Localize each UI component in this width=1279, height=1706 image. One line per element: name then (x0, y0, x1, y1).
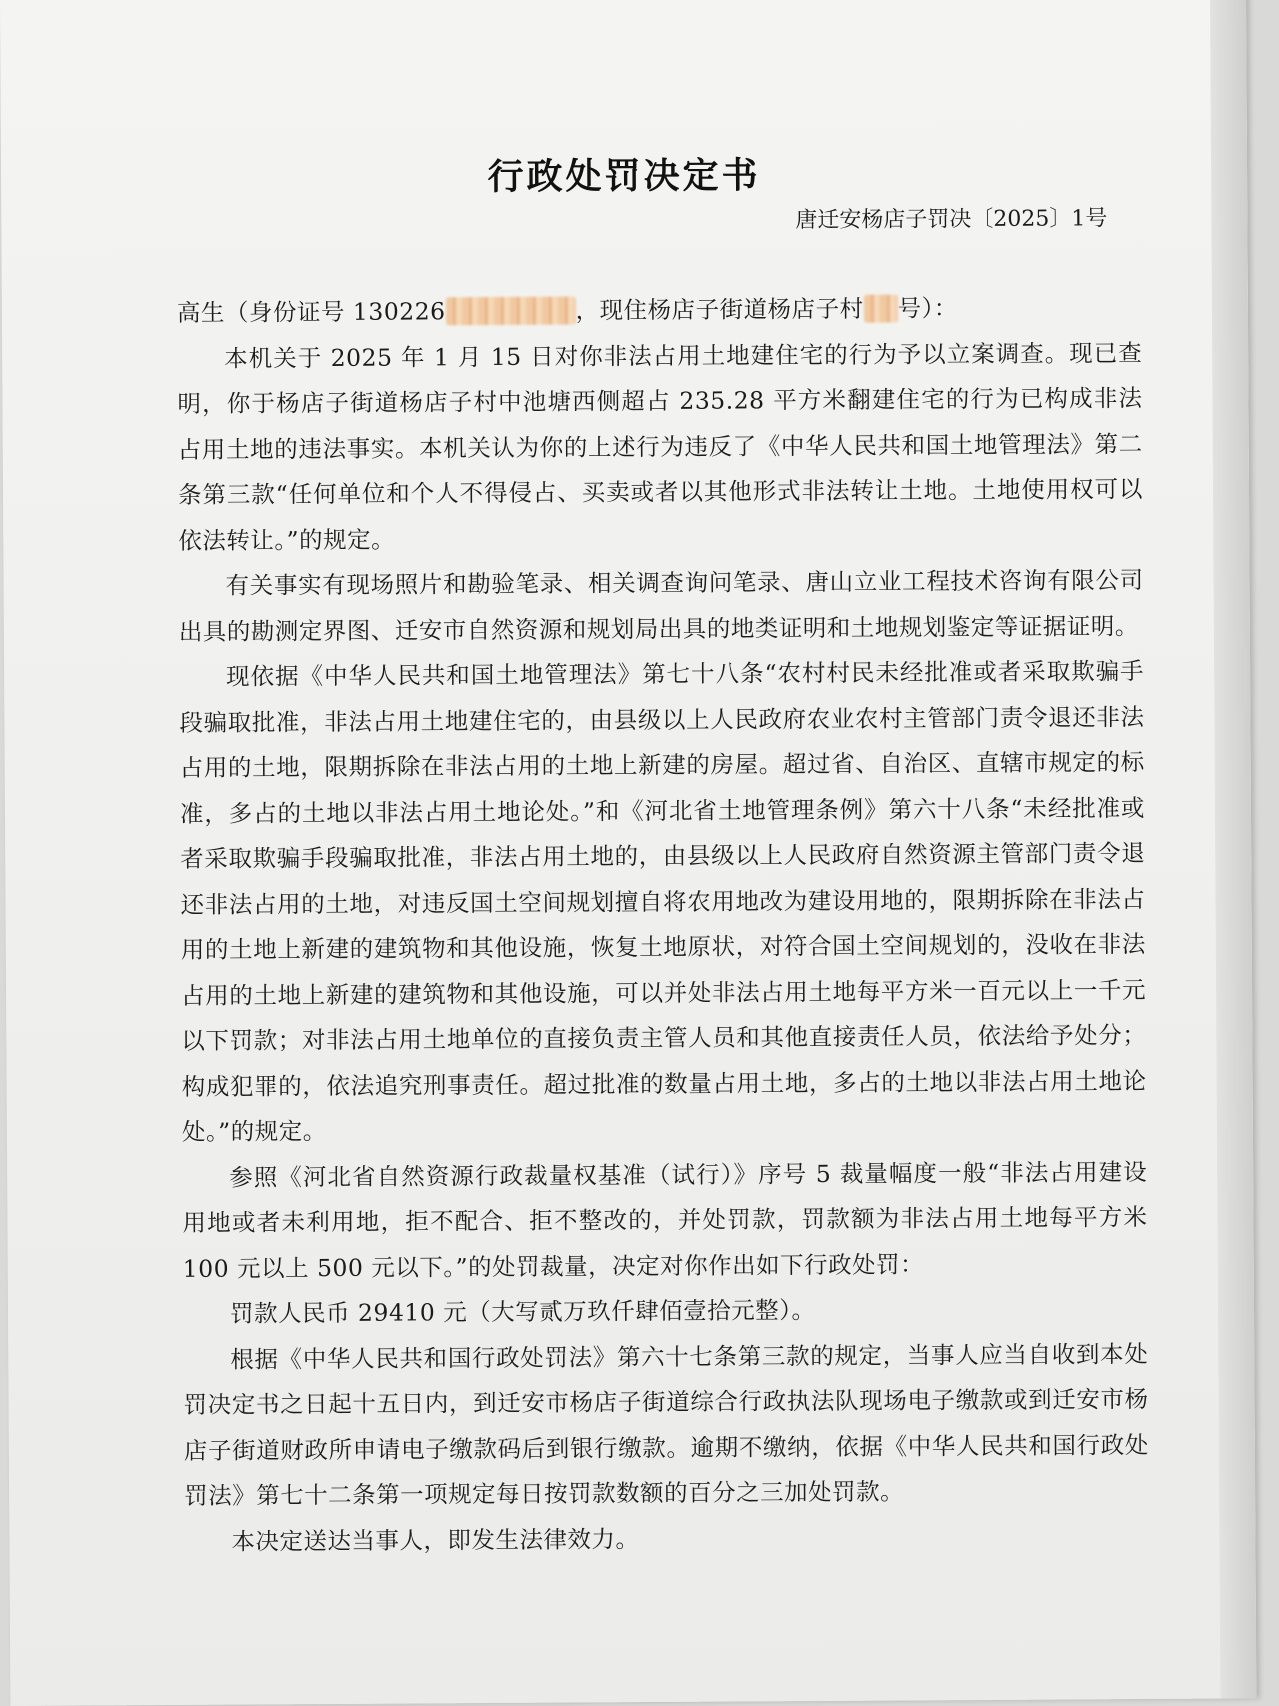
party-name-id: 高生（身份证号 130226 (176, 297, 446, 327)
paragraph-effect: 本决定送达当事人，即发生法律效力。 (231, 1524, 640, 1556)
paragraph-discretion: 参照《河北省自然资源行政裁量权基准（试行）》序号 5 裁量幅度一般“非法占用建设用地或者未利用地，拒不配合、拒不整改的，并处罚款，罚款额为非法占用土地每平方米 100 元以上 500 元以下。”的处罚裁量，决定对你作出如下行政处罚： (182, 1157, 1148, 1283)
party-address-suffix: 号）： (897, 294, 958, 323)
paragraph-investigation: 本机关于 2025 年 1 月 15 日对你非法占用土地建住宅的行为予以立案调查。现已查明，你于杨店子街道杨店子村中池塘西侧超占 235.28 平方米翻建住宅的行为已构成非法占用土地的违法事实。本机关认为你的上述行为违反了《中华人民共和国土地管理法》第二条第三款“任何单位和个人不得侵占、买卖或者以其他形式非法转让土地。土地使用权可以依法转让。”的规定。 (177, 338, 1144, 555)
redacted-id-mosaic (446, 296, 576, 325)
paragraph-fine-amount: 罚款人民币 29410 元（大写贰万玖仟肆佰壹拾元整）。 (229, 1296, 816, 1328)
document-title: 行政处罚决定书 (487, 155, 761, 199)
document-number: 唐迁安杨店子罚决〔2025〕1号 (795, 206, 1108, 234)
party-address: ，现住杨店子街道杨店子村 (575, 294, 864, 325)
document-body (177, 285, 1150, 1565)
paragraph-payment: 根据《中华人民共和国行政处罚法》第六十七条第三款的规定，当事人应当自收到本处罚决定书之日起十五日内，到迁安市杨店子街道综合行政执法队现场电子缴款或到迁安市杨店子街道财政所申请电子缴款码后到银行缴款。逾期不缴纳，依据《中华人民共和国行政处罚法》第七十二条第一项规定每日按罚款数额的百分之三加处罚款。 (183, 1339, 1149, 1510)
paragraph-legal-basis: 现依据《中华人民共和国土地管理法》第七十八条“农村村民未经批准或者采取欺骗手段骗取批准，非法占用土地建住宅的，由县级以上人民政府农业农村主管部门责令退还非法占用的土地，限期拆除在非法占用的土地上新建的房屋。超过省、自治区、直辖市规定的标准，多占的土地以非法占用土地论处。”和《河北省土地管理条例》第六十八条“未经批准或者采取欺骗手段骗取批准，非法占用土地的，由县级以上人民政府自然资源主管部门责令退还非法占用的土地，对违反国土空间规划擅自将农用地改为建设用地的，限期拆除在非法占用的土地上新建的建筑物和其他设施，恢复土地原状，对符合国土空间规划的，没收在非法占用的土地上新建的建筑物和其他设施，可以并处非法占用土地每平方米一百元以上一千元以下罚款；对非法占用土地单位的直接负责主管人员和其他直接责任人员，依法给予处分；构成犯罪的，依法追究刑事责任。超过批准的数量占用土地，多占的土地以非法占用土地论处。”的规定。 (179, 657, 1147, 1146)
paragraph-evidence: 有关事实有现场照片和勘验笔录、相关调查询问笔录、唐山立业工程技术咨询有限公司出具的勘测定界图、迁安市自然资源和规划局出具的地类证明和土地规划鉴定等证据证明。 (178, 566, 1144, 646)
party-line (177, 285, 1142, 336)
page-edge (1210, 0, 1256, 1699)
redacted-address-mosaic (864, 295, 898, 323)
